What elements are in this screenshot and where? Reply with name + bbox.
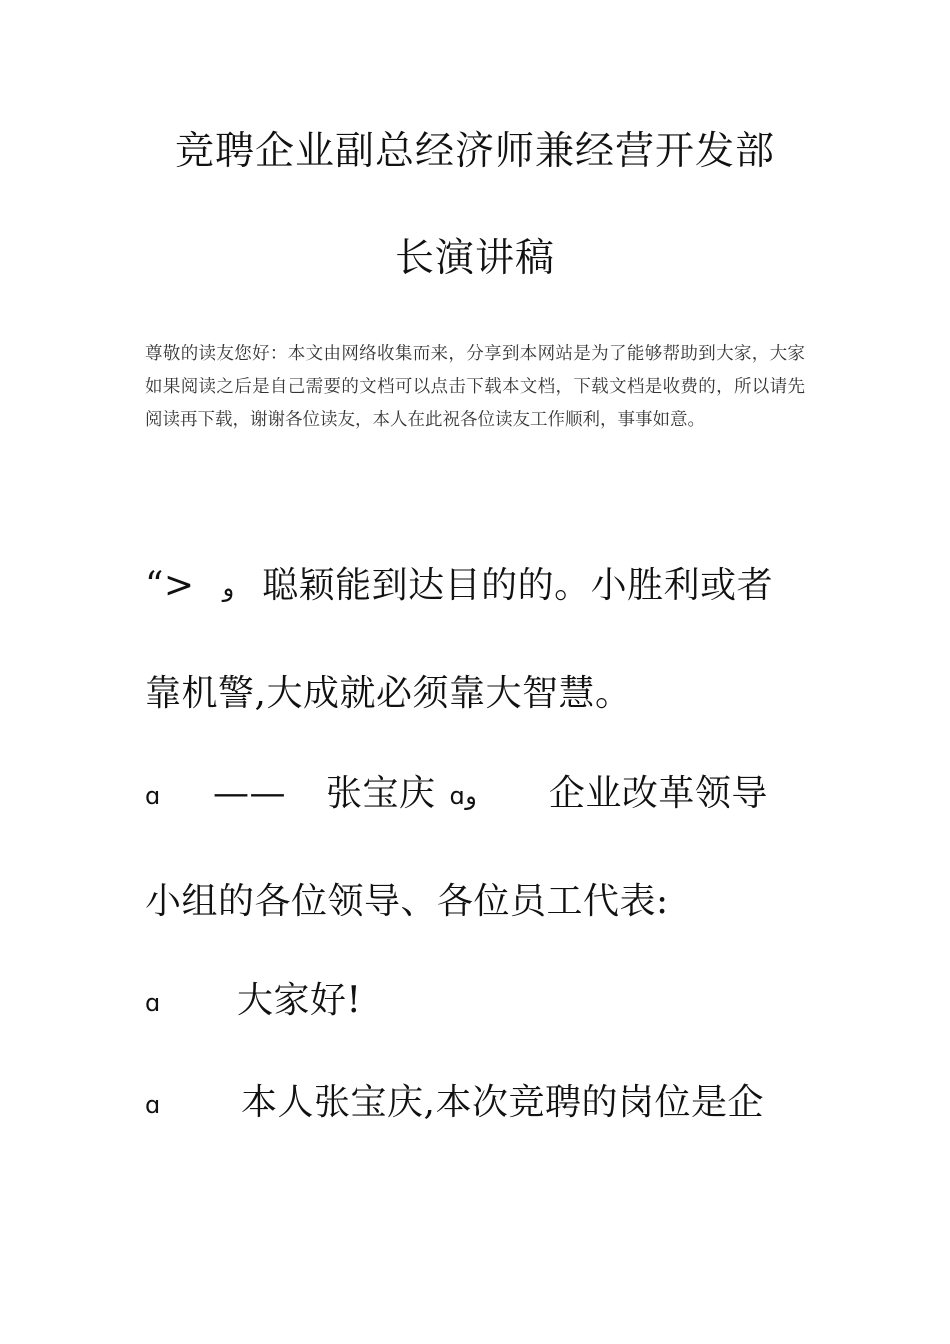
author-name: 张宝庆: [326, 773, 436, 814]
stray-glyph: ɑو: [449, 782, 477, 810]
greeting-text: 大家好!: [237, 980, 362, 1021]
body-line-5: [145, 980, 810, 1021]
stray-glyph: و: [222, 574, 235, 602]
body-text: 企业改革领导: [548, 773, 768, 814]
document-title-line-1: 竞聘企业副总经济师兼经营开发部: [174, 129, 775, 174]
body-text: 聪颖能到达目的的。小胜利或者: [262, 565, 774, 606]
body-text: 本人张宝庆,本次竞聘的岗位是企: [241, 1082, 764, 1123]
body-line-2: [145, 673, 810, 714]
body-text: 靠机警,大成就必须靠大智慧。: [145, 673, 632, 714]
body-text: 小组的各位领导、各位员工代表:: [145, 881, 669, 922]
reader-notice-paragraph: 尊敬的读友您好：本文由网络收集而来，分享到本网站是为了能够帮助到大家，大家如果阅读之后是自己需要的文档可以点击下载本文档，下载文档是收费的，所以请先阅读再下载，谢谢各位读友，本人在此祝各位读友工作顺利，事事如意。: [145, 344, 805, 430]
quote-prefix: “>: [145, 565, 195, 606]
dash: ——: [213, 773, 286, 814]
body-line-3: [145, 773, 810, 814]
body-line-4: [145, 881, 810, 922]
document-title-line-2: 长演讲稿: [394, 236, 555, 281]
bullet-glyph: ɑ: [145, 1091, 161, 1119]
body-line-6: [145, 1082, 810, 1123]
bullet-glyph: ɑ: [145, 989, 161, 1017]
body-line-1: [145, 565, 810, 606]
bullet-glyph: ɑ: [145, 782, 161, 810]
